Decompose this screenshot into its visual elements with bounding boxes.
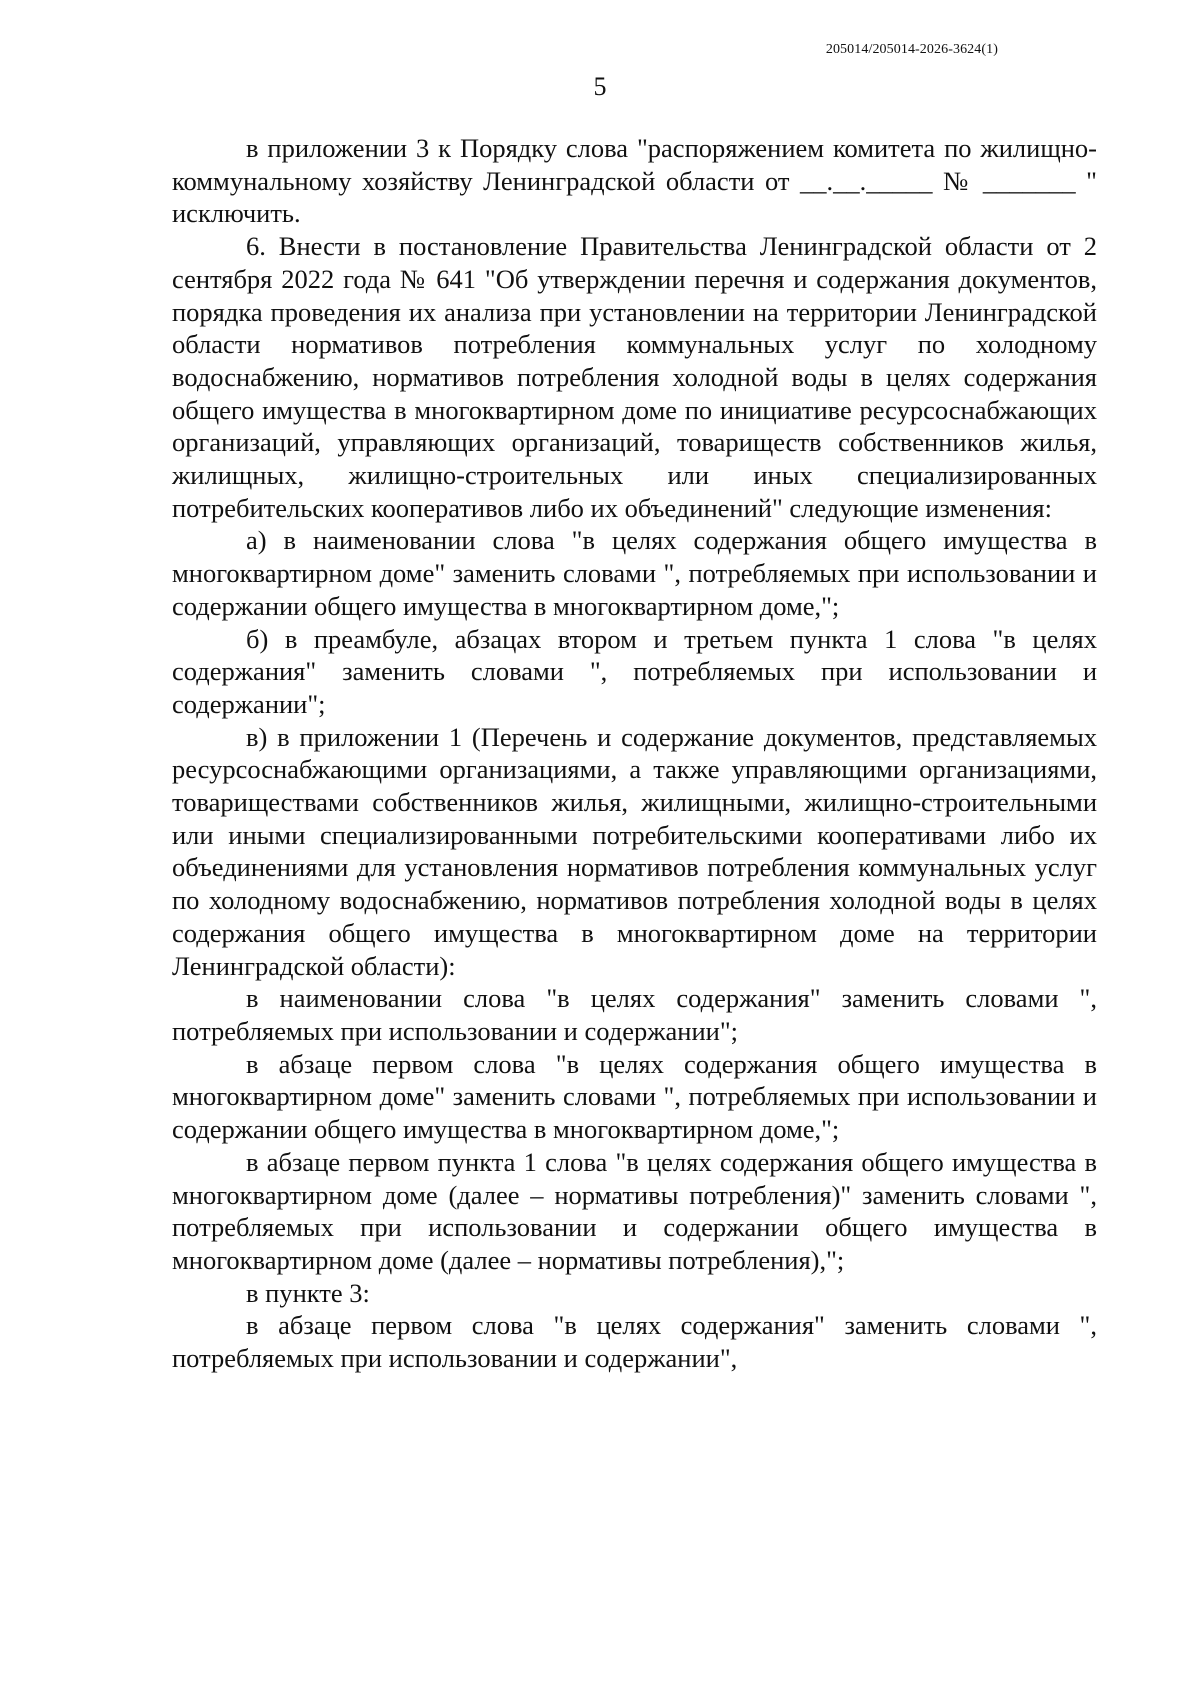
paragraph-subitem-v: в) в приложении 1 (Перечень и содержание документов, представляемых ресурсоснабжающими организациями, а также управляющими организациями, товариществами собственников жилья, жилищными, жилищно-строительными или иными специализированными потребительскими кооперативами либо их объединениями для установления нормативов потребления коммунальных услуг по холодному водоснабжению, нормативов потребления холодной воды в целях содержания общего имущества в многоквартирном доме на территории Ленинградской области): (172, 721, 1104, 981)
document-body (172, 132, 1104, 1375)
page-number: 5 (593, 72, 607, 101)
paragraph-title-change: в наименовании слова "в целях содержания" заменить словами ", потребляемых при использовании и содержании"; (172, 983, 1104, 1046)
paragraph-item-6-resolution-641: 6. Внести в постановление Правительства Ленинградской области от 2 сентября 2022 года № 641 "Об утверждении перечня и содержания документов, порядка проведения их анализа при установлении на территории Ленинградской области нормативов потребления коммунальных услуг по холодному водоснабжению, нормативов потребления холодной воды в целях содержания общего имущества в многоквартирном доме по инициативе ресурсоснабжающих организаций, управляющих организаций, товариществ собственников жилья, жилищных, жилищно-строительных или иных специализированных потребительских кооперативов либо их объединений" следующие изменения: (172, 231, 1104, 523)
paragraph-subitem-b: б) в преамбуле, абзацах втором и третьем пункта 1 слова "в целях содержания" заменить словами ", потребляемых при использовании и содержании"; (172, 623, 1104, 719)
paragraph-subitem-a: а) в наименовании слова "в целях содержания общего имущества в многоквартирном доме" заменить словами ", потребляемых при использовании и содержании общего имущества в многоквартирном доме,"; (172, 525, 1104, 621)
paragraph-point-3-first-paragraph: в абзаце первом слова "в целях содержания" заменить словами ", потребляемых при использовании и содержании", (172, 1310, 1104, 1374)
paragraph-first-paragraph-change: в абзаце первом слова "в целях содержания общего имущества в многоквартирном доме" заменить словами ", потребляемых при использовании и содержании общего имущества в многоквартирном доме,"; (172, 1048, 1104, 1145)
paragraph-appendix-3-amendment: в приложении 3 к Порядку слова "распоряжением комитета по жилищно-коммунальному хозяйству Ленинградской области от __.__._____ № _______ " исключить. (172, 133, 1104, 229)
paragraph-point-3-heading: в пункте 3: (246, 1277, 370, 1308)
paragraph-point-1-change: в абзаце первом пункта 1 слова "в целях содержания общего имущества в многоквартирном доме (далее – нормативы потребления)" заменить словами ", потребляемых при использовании и содержании общего имущества в многоквартирном доме (далее – нормативы потребления),"; (172, 1146, 1104, 1275)
document-registration-number: 205014/205014-2026-3624(1) (825, 42, 998, 57)
